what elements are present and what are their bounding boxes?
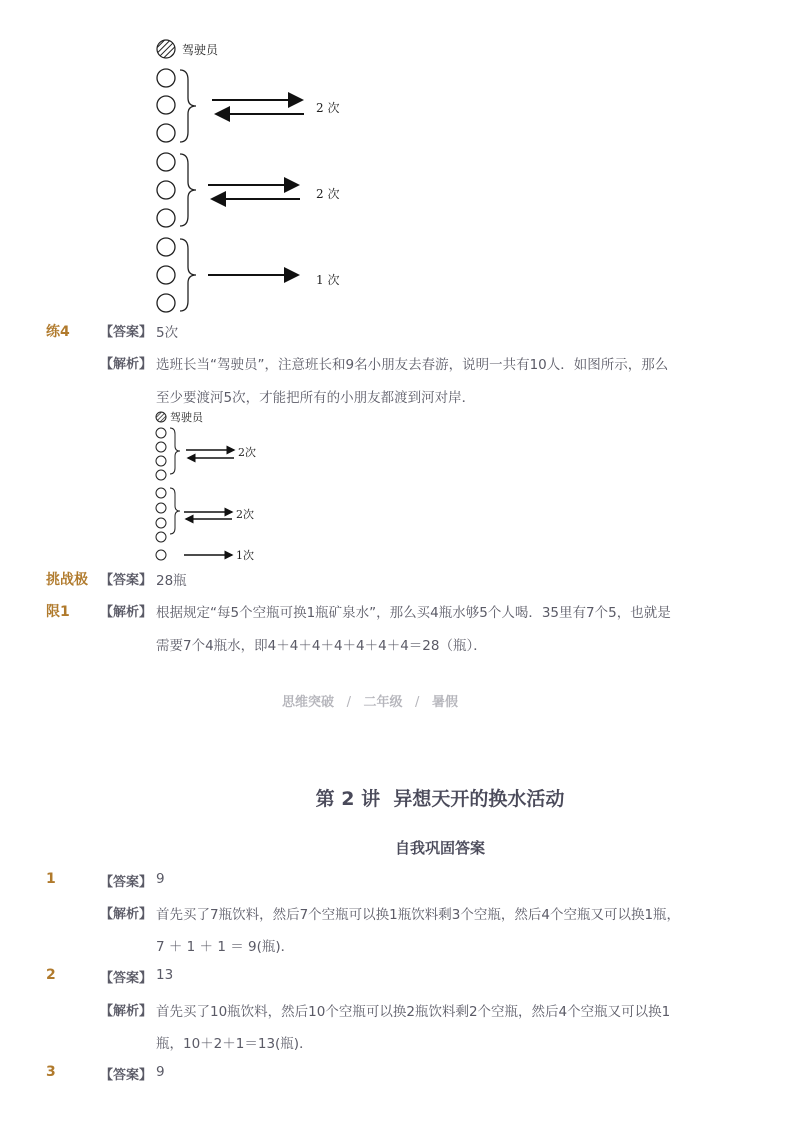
analysis-text: 首先买了7瓶饮料，然后7个空瓶可以换1瓶饮料剩3个空瓶，然后4个空瓶又可以换1瓶，: [156, 907, 681, 923]
analysis-text: 瓶，10＋2＋1＝13(瓶)．: [156, 1036, 313, 1052]
answer-value: 9: [156, 871, 165, 887]
analysis-tag: 【解析】: [100, 357, 153, 372]
answer-tag: 【答案】: [100, 971, 153, 986]
passenger-circle: [157, 69, 175, 87]
group-brace: [170, 488, 180, 534]
footer-term: 暑假: [431, 695, 458, 710]
answer-tag: 【答案】: [100, 325, 153, 340]
analysis-text: 根据规定“每5个空瓶可换1瓶矿泉水”，那么买4瓶水够5个人喝．35里有7个5，也就是: [156, 605, 671, 621]
passenger-circle: [157, 96, 175, 114]
analysis-tag: 【解析】: [100, 1004, 153, 1019]
analysis-text: 选班长当“驾驶员”，注意班长和9名小朋友去春游，说明一共有10人．如图所示，那么: [156, 357, 669, 373]
passenger-circle: [157, 209, 175, 227]
lecture-title: 第 2 讲 异想天开的换水活动: [315, 788, 565, 810]
passenger-circle: [157, 266, 175, 284]
answer-tag: 【答案】: [100, 573, 153, 588]
passenger-circle: [157, 153, 175, 171]
trip-count: 1 次: [316, 273, 340, 287]
answer-tag: 【答案】: [100, 1068, 153, 1083]
analysis-text: 需要7个4瓶水，即4＋4＋4＋4＋4＋4＋4＝28（瓶）．: [156, 638, 487, 654]
passenger-circle: [157, 294, 175, 312]
exercise-number: 练4: [46, 324, 70, 340]
passenger-circle: [157, 124, 175, 142]
analysis-text: 7 ＋ 1 ＋ 1 ＝ 9(瓶)．: [156, 939, 295, 955]
analysis-tag: 【解析】: [100, 907, 153, 922]
driver-icon: [156, 412, 166, 422]
analysis-text: 至少要渡河5次，才能把所有的小朋友都渡到河对岸．: [156, 390, 476, 406]
group-brace: [180, 239, 196, 311]
section-subtitle: 自我巩固答案: [394, 839, 485, 857]
passenger-circle: [157, 238, 175, 256]
trip-count: 2次: [236, 508, 254, 521]
answer-value: 13: [156, 967, 174, 983]
page-footer: 思维突破 / 二年级 / 暑假: [282, 695, 458, 710]
passenger-circle: [157, 181, 175, 199]
challenge-number: 挑战极: [46, 572, 88, 588]
trip-count: 2 次: [316, 187, 340, 201]
answer-value: 5次: [156, 325, 179, 341]
footer-grade: 二年级: [363, 695, 403, 710]
answer-value: 28瓶: [156, 573, 187, 589]
group-brace: [170, 428, 180, 474]
trip-count: 1次: [236, 549, 254, 562]
ferry-diagram-small: [150, 406, 300, 564]
question-number: 3: [46, 1064, 56, 1080]
trip-count: 2次: [238, 446, 256, 459]
group-brace: [180, 70, 196, 142]
analysis-text: 首先买了10瓶饮料，然后10个空瓶可以换2瓶饮料剩2个空瓶，然后4个空瓶又可以换1: [156, 1004, 671, 1020]
driver-icon: [157, 40, 175, 58]
footer-series: 思维突破: [282, 695, 335, 710]
challenge-number: 限1: [46, 604, 70, 620]
answer-value: 9: [156, 1064, 165, 1080]
analysis-tag: 【解析】: [100, 605, 153, 620]
trip-count: 2 次: [316, 101, 340, 115]
question-number: 2: [46, 967, 56, 983]
answer-tag: 【答案】: [100, 875, 153, 890]
driver-label: 驾驶员: [170, 411, 203, 424]
question-number: 1: [46, 871, 56, 887]
driver-label: 驾驶员: [182, 43, 219, 57]
group-brace: [180, 154, 196, 226]
ferry-diagram-large: [140, 30, 400, 320]
